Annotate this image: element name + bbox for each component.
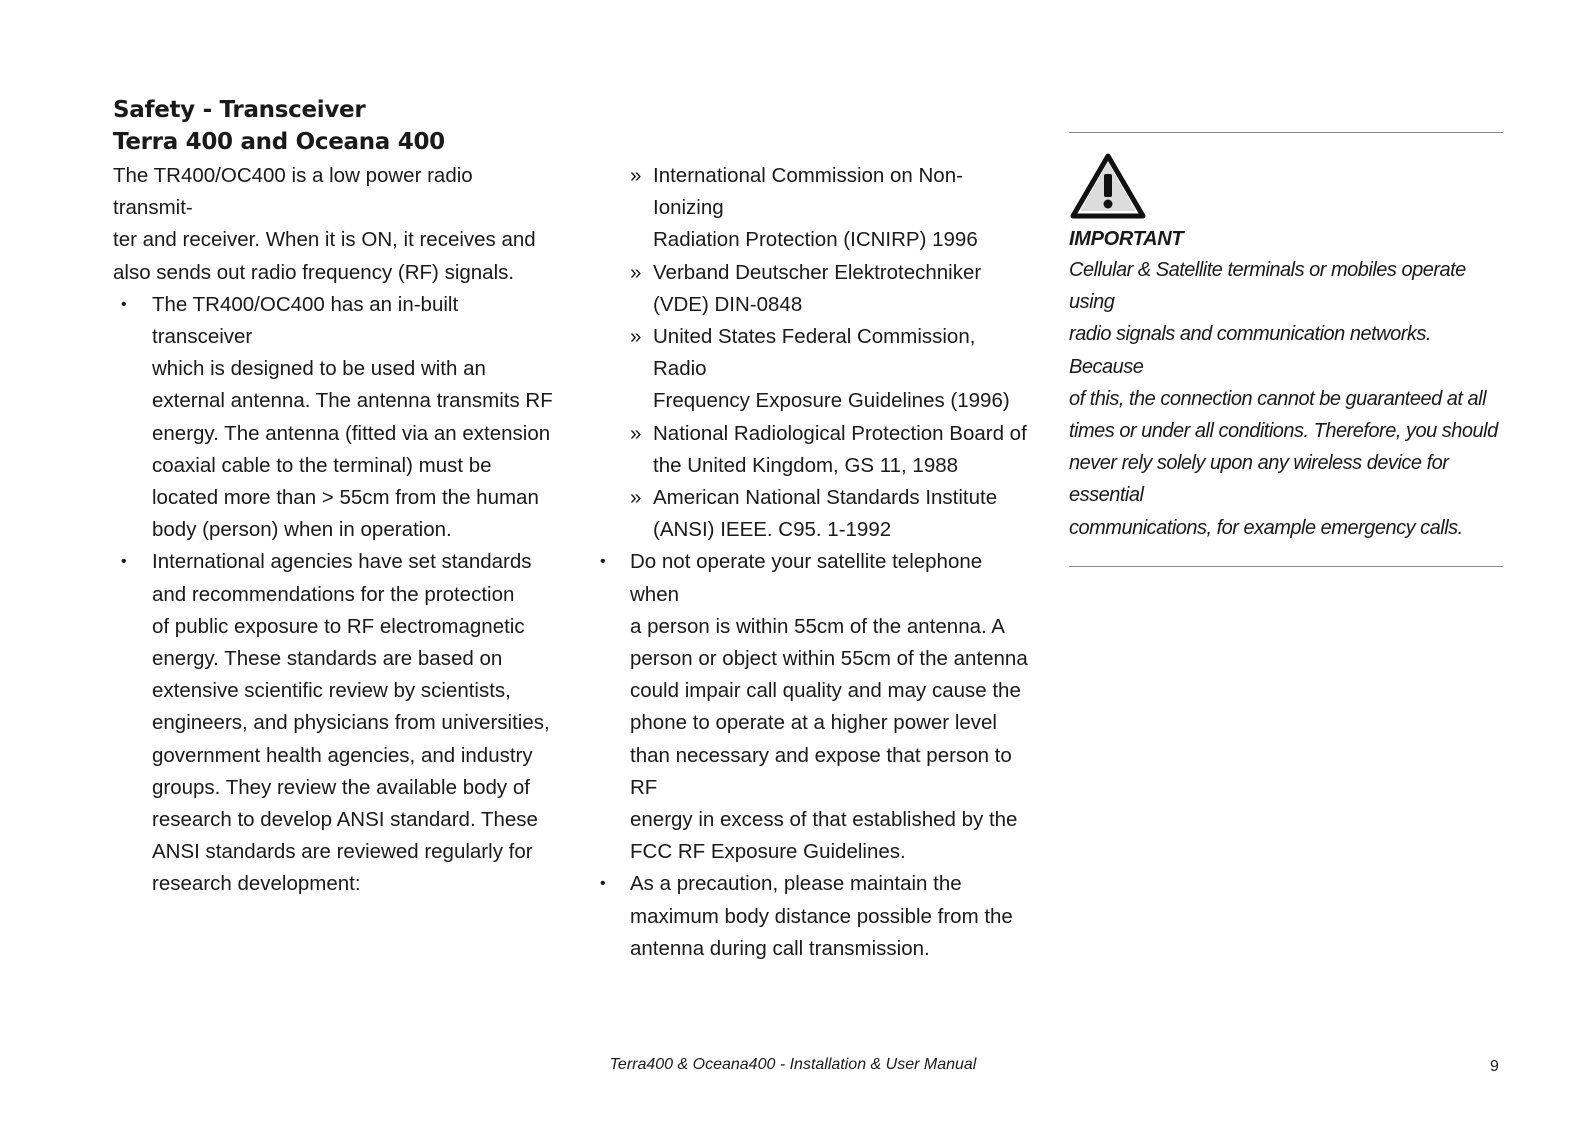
bullet-item: • The TR400/OC400 has an in-built transceiver which is designed to be used with an external antenna. The antenna transmits RF energy. The antenna (fitted via an extension coaxial cable to the terminal) must be located more than > 55cm from the human body (person) when in operation. [113,289,558,547]
important-box [1069,132,1503,567]
standard-text: National Radiological Protection Board of the United Kingdom, GS 11, 1988 [653,421,1027,477]
important-body: Cellular & Satellite terminals or mobiles operate using radio signals and communication networks. Because of this, the connection cannot be guaranteed at all times or under all conditions. Therefore, you should never rely solely upon any wireless device for essential communications, for example emergency calls. [1069,259,1498,539]
standard-item [600,160,1030,257]
sub-bullet-marker: » [630,164,642,187]
heading-line-2: Terra 400 and Oceana 400 [113,129,445,155]
standard-text: International Commission on Non-Ionizing Radiation Protection (ICNIRP) 1996 [653,164,978,252]
bullet-list-1 [113,289,558,901]
standard-item [600,257,1030,321]
footer-title [0,1055,1592,1075]
standard-item [600,418,1030,482]
standard-item [600,482,1030,546]
sub-bullet-marker: » [630,486,642,510]
important-title: IMPORTANT [1069,228,1184,250]
standard-item [600,321,1030,418]
standard-text: United States Federal Commission, Radio Frequency Exposure Guidelines (1996) [653,325,1010,413]
sub-bullet-marker: » [630,421,642,445]
standard-text: American National Standards Institute (ANSI) IEEE. C95. 1-1992 [653,486,998,542]
bullet-item: • International agencies have set standards and recommendations for the protection of public exposure to RF electromagnetic energy. These standards are based on extensive scientific review by scientists, engineers, and physicians from universities, government health agencies, and industry groups. They review the available body of research to develop ANSI standard. These ANSI standards are reviewed regularly for research development: [113,546,558,900]
bullet-item: • Do not operate your satellite telephone when a person is within 55cm of the antenna. A person or object within 55cm of the antenna could impair call quality and may cause the phone to operate at a higher power level than necessary and expose that person to RF energy in excess of that established by the FCC RF Exposure Guidelines. [600,546,1030,868]
bottom-divider [1069,566,1503,567]
intro-paragraph: The TR400/OC400 is a low power radio transmit- ter and receiver. When it is ON, it receives and also sends out radio frequency (RF) signals. [113,164,536,284]
page-number: 9 [1490,1058,1499,1075]
standard-text: Verband Deutscher Elektrotechniker (VDE) DIN-0848 [653,260,982,316]
sub-bullet-marker: » [630,260,642,284]
top-divider [1069,132,1503,133]
footer-text: Terra400 & Oceana400 - Installation & User Manual [609,1056,977,1073]
heading-line-1: Safety - Transceiver [113,97,366,123]
column-2 [600,160,1030,965]
standards-list [600,160,1030,546]
warning-triangle-icon [1069,152,1147,220]
bullet-list-2 [600,546,1030,965]
column-1 [113,160,558,901]
bullet-item: • As a precaution, please maintain the maximum body distance possible from the antenna during call transmission. [600,868,1030,965]
section-heading [113,94,445,158]
sub-bullet-marker: » [630,325,642,349]
